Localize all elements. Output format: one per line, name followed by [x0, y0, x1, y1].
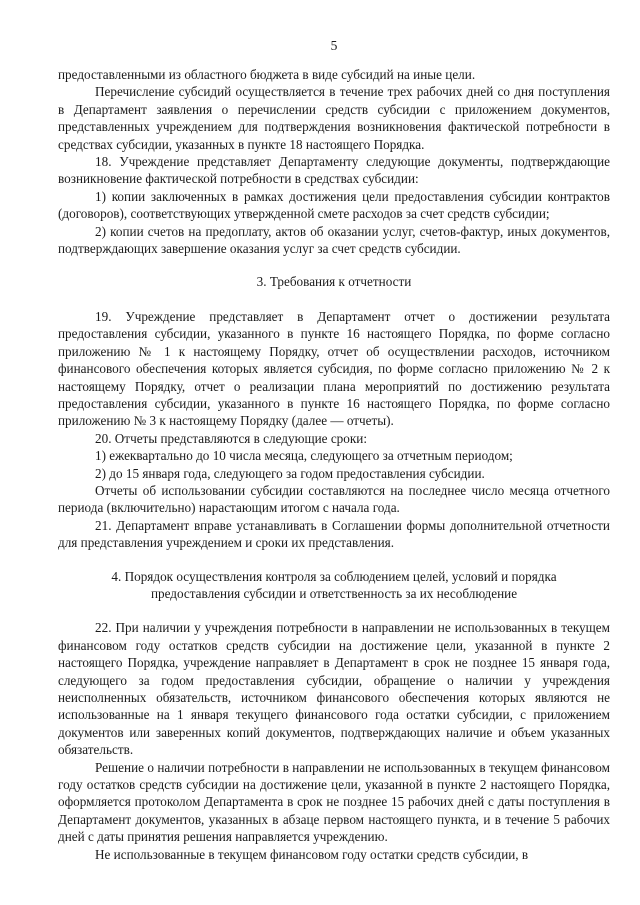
paragraph: 2) до 15 января года, следующего за годом предоставления субсидии.	[95, 465, 485, 481]
paragraph: 1) копии заключенных в рамках достижения цели предоставления субсидии контрактов (договоров), соответствующих утвержденной смете расходов за счет средств субсидии;	[58, 188, 610, 222]
section-3-heading: 3. Требования к отчетности	[256, 274, 412, 290]
section-4-heading-line-2: предоставления субсидии и ответственность за их несоблюдение	[150, 585, 518, 601]
paragraph: 18. Учреждение представляет Департаменту следующие документы, подтверждающие возникновение фактической потребности в средствах субсидии:	[58, 154, 610, 187]
paragraph: Решение о наличии потребности в направлении не использованных в текущем финансовом году остатков средств субсидии на достижение цели, указанной в пункте 2 настоящего Порядка, оформляется протоколом Департамента в срок не позднее 15 рабочих дней с даты поступления в Департамент документов, указанных в абзаце первом настоящего пункта, и в течение 5 рабочих дней с даты принятия решения направляется учреждению.	[58, 759, 610, 845]
paragraph: Отчеты об использовании субсидии составляются на последнее число месяца отчетного периода (включительно) нарастающим итогом с начала года.	[58, 482, 610, 516]
paragraph: 21. Департамент вправе устанавливать в Соглашении формы дополнительной отчетности для представления учреждением и сроки их представления.	[58, 517, 610, 551]
paragraph: 20. Отчеты представляются в следующие сроки:	[95, 430, 367, 446]
section-4-body	[58, 619, 610, 863]
paragraph: 2) копии счетов на предоплату, актов об оказании услуг, счетов-фактур, иных документов, подтверждающих завершение оказания услуг за счет средств субсидии.	[58, 223, 610, 257]
paragraph: 1) ежеквартально до 10 числа месяца, следующего за отчетным периодом;	[95, 448, 513, 464]
paragraph: 19. Учреждение представляет в Департамент отчет о достижении результата предоставления субсидии, указанного в пункте 16 настоящего Порядка, по форме согласно приложению № 1 к настоящему Порядку, отчет об осуществлении расходов, источником финансового обеспечения которых является субсидия, по форме согласно приложению № 2 к настоящему Порядку, отчет о реализации плана мероприятий по достижению результата предоставления субсидии, указанного в пункте 16 настоящего Порядка, по форме согласно приложению № 3 к настоящему Порядку (далее — отчеты).	[58, 308, 610, 429]
page-number: 5	[330, 38, 338, 53]
paragraph: предоставленными из областного бюджета в виде субсидий на иные цели.	[58, 67, 476, 82]
section-4-heading	[58, 568, 610, 603]
top-paragraphs	[58, 66, 610, 257]
paragraph: Не использованные в текущем финансовом году остатки средств субсидии, в	[95, 846, 529, 862]
section-3-body	[58, 308, 610, 552]
section-4-heading-line-1: 4. Порядок осуществления контроля за соблюдением целей, условий и порядка	[111, 568, 557, 584]
document-page	[58, 38, 610, 863]
paragraph: 22. При наличии у учреждения потребности в направлении не использованных в текущем финансовом году остатков средств субсидии на достижение цели, указанной в пункте 2 настоящего Порядка, учреждение направляет в Департамент в срок не позднее 15 января года, следующего за годом предоставления субсидии, обращение о наличии у учреждения неисполненных обязательств, источником финансового обеспечения которых являются не использованные на 1 января текущего финансового года остатки субсидии, с приложением документов или заверенных копий документов, подтверждающих наличие и объем указанных обязательств.	[58, 620, 610, 758]
paragraph: Перечисление субсидий осуществляется в течение трех рабочих дней со дня поступления в Департамент заявления о перечислении средств субсидии с приложением документов, представленных учреждением для подтверждения возникновения фактической потребности в средствах субсидии, указанных в пункте 18 настоящего Порядка.	[58, 84, 610, 152]
